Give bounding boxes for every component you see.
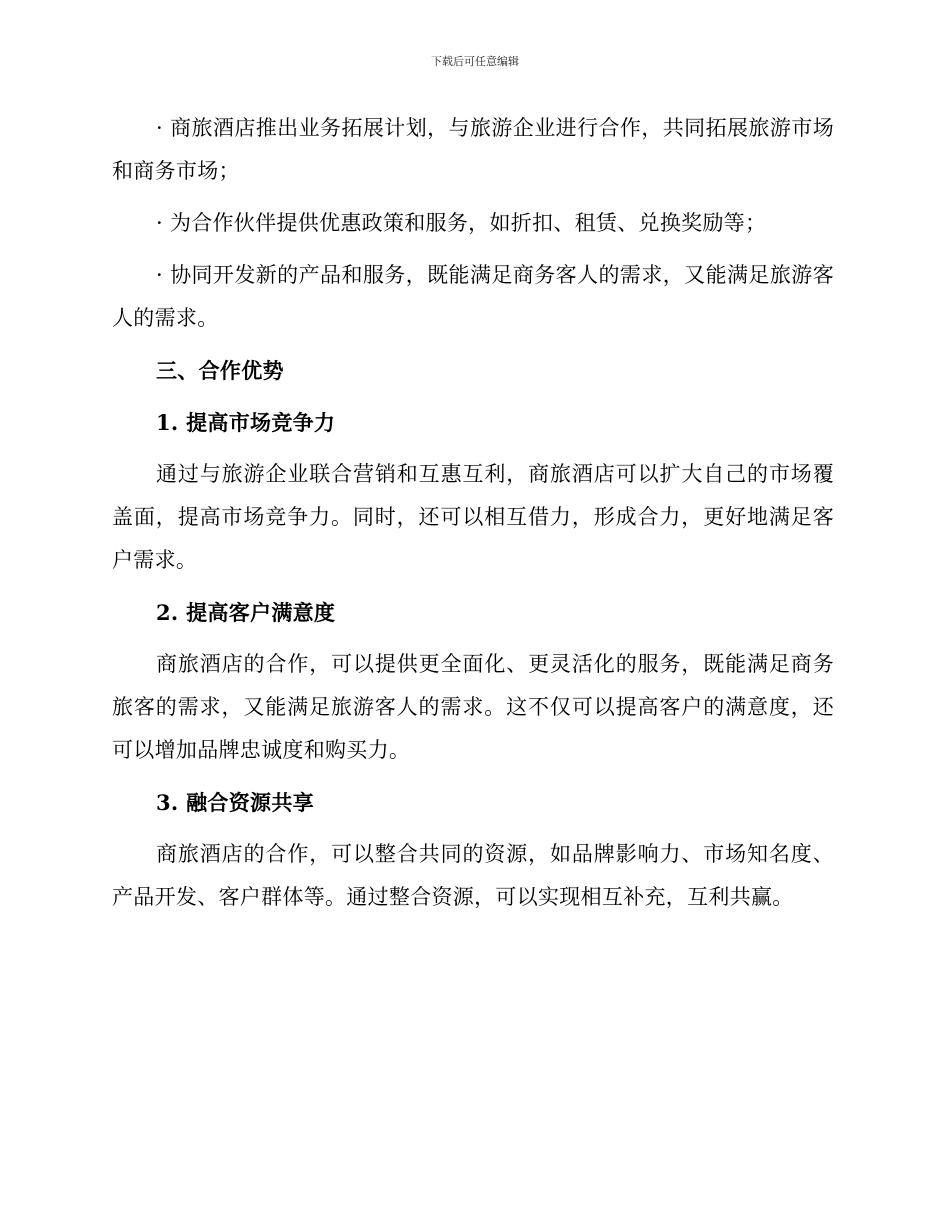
subsection-title: 3. 融合资源共享 [156, 790, 314, 815]
bullet-item: · 商旅酒店推出业务拓展计划，与旅游企业进行合作，共同拓展旅游市场和商务市场； [112, 116, 834, 183]
subsection-body: 通过与旅游企业联合营销和互惠互利，商旅酒店可以扩大自己的市场覆盖面，提高市场竞争力。同时，还可以相互借力，形成合力，更好地满足客户需求。 [112, 462, 834, 572]
bullet-item: · 协同开发新的产品和服务，既能满足商务客人的需求，又能满足旅游客人的需求。 [112, 263, 834, 330]
subsection-body: 商旅酒店的合作，可以提供更全面化、更灵活化的服务，既能满足商务旅客的需求，又能满足旅游客人的需求。这不仅可以提高客户的满意度，还可以增加品牌忠诚度和购买力。 [112, 652, 834, 762]
subsection-title: 1. 提高市场竞争力 [156, 410, 336, 435]
document-body [112, 107, 834, 928]
subsection-body: 商旅酒店的合作，可以整合共同的资源，如品牌影响力、市场知名度、产品开发、客户群体等。通过整合资源，可以实现相互补充，互利共赢。 [112, 842, 834, 909]
bullet-item: · 为合作伙伴提供优惠政策和服务，如折扣、租赁、兑换奖励等； [156, 211, 767, 235]
section-title: 三、合作优势 [156, 358, 284, 383]
page-header: 下载后可任意编辑 [431, 55, 519, 68]
subsection-title: 2. 提高客户满意度 [156, 600, 336, 625]
